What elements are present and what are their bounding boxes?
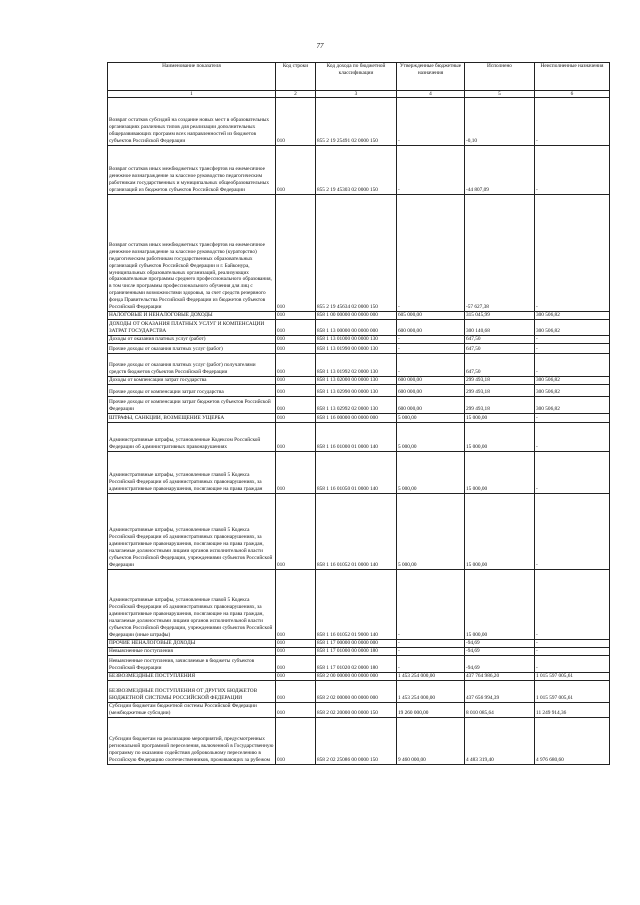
row-line-code: 010 — [276, 569, 316, 639]
row-name: Административные штрафы, установленные главой 5 Кодекса Российской Федерации об административных правонарушениях, за административные правонарушения, посягающие на права граждан, налагаемые должностными лицами органов исполнительной власти субъектов Российской Федерации, учреждениями субъектов Российской Федерации — [108, 493, 276, 569]
row-line-code: 010 — [276, 98, 316, 146]
row-executed: 15 000,00 — [465, 422, 535, 451]
row-line-code: 010 — [276, 413, 316, 422]
row-approved: - — [397, 335, 465, 343]
row-unexecuted: - — [535, 569, 610, 639]
row-approved: 5 000,00 — [397, 422, 465, 451]
table-row — [108, 422, 610, 451]
row-name: НАЛОГОВЫЕ И НЕНАЛОГОВЫЕ ДОХОДЫ — [108, 312, 276, 320]
row-line-code: 010 — [276, 335, 316, 343]
row-name: Доходы от оказания платных услуг (работ) — [108, 335, 276, 343]
row-approved: 605 000,00 — [397, 312, 465, 320]
col-header-name: Наименование показателя — [108, 63, 276, 91]
row-approved: - — [397, 639, 465, 647]
row-line-code: 010 — [276, 647, 316, 655]
income-report-table — [107, 62, 610, 765]
row-name: Субсидии бюджетам бюджетной системы Российской Федерации (межбюджетные субсидии) — [108, 702, 276, 717]
row-name: Административные штрафы, установленные главой 5 Кодекса Российской Федерации об административных правонарушениях, за административные правонарушения, посягающие на права граждан, налагаемые должностными лицами органов исполнительной власти субъектов Российской Федерации, учреждениями субъектов Российской Федерации (иные штрафы) — [108, 569, 276, 639]
row-approved: 1 453 254 000,00 — [397, 672, 465, 680]
row-unexecuted: 1 015 597 005,61 — [535, 680, 610, 702]
row-income-code: 858 1 17 01000 00 0000 180 — [316, 647, 397, 655]
row-approved: 5 000,00 — [397, 493, 465, 569]
row-unexecuted: - — [535, 451, 610, 493]
row-name: Возврат остатков субсидий на создание новых мест в образовательных организациях различных типов для реализации дополнительных общеразвивающих программ всех направленностей из бюджетов субъектов Российской Федерации — [108, 98, 276, 146]
row-name: Административные штрафы, установленные Кодексом Российской Федерации об административных правонарушениях — [108, 422, 276, 451]
row-executed: 437 656 994,39 — [465, 680, 535, 702]
row-income-code: 855 2 19 45634 02 0000 150 — [316, 195, 397, 312]
row-unexecuted: 11 249 914,36 — [535, 702, 610, 717]
row-approved: 5 000,00 — [397, 451, 465, 493]
row-approved: 19 260 000,00 — [397, 702, 465, 717]
row-approved: - — [397, 655, 465, 672]
col-index: 4 — [397, 91, 465, 98]
page-number: 77 — [316, 42, 324, 50]
row-name: Возврат остатков иных межбюджетных трансфертов на ежемесячное денежное вознаграждение за классное руководство (кураторство) педагогическим работникам государственных образовательных организаций субъектов Российской Федерации и г. Байконура, муниципальных образовательных организаций, реализующих образовательные программы среднего профессионального образования, в том числе программы профессионального обучения для лиц с ограниченными возможностями здоровья, за счет средств резервного фонда Правительства Российской Федерации из бюджетов субъектов Российской Федерации — [108, 195, 276, 312]
row-unexecuted: - — [535, 647, 610, 655]
col-index: 2 — [276, 91, 316, 98]
row-name: Возврат остатков иных межбюджетных трансфертов на ежемесячное денежное вознаграждение за классное руководство педагогическим работникам государственных и муниципальных общеобразовательных организаций из бюджетов субъектов Российской Федерации — [108, 146, 276, 195]
row-executed: 300 140,68 — [465, 319, 535, 335]
row-income-code: 858 1 13 01000 00 0000 130 — [316, 335, 397, 343]
row-name: ШТРАФЫ, САНКЦИИ, ВОЗМЕЩЕНИЕ УЩЕРБА — [108, 413, 276, 422]
row-approved: - — [397, 647, 465, 655]
col-index: 3 — [316, 91, 397, 98]
row-approved: 600 000,00 — [397, 376, 465, 384]
row-approved: - — [397, 98, 465, 146]
table-row — [108, 319, 610, 335]
row-approved: 600 000,00 — [397, 319, 465, 335]
table-row — [108, 413, 610, 422]
row-unexecuted: - — [535, 422, 610, 451]
row-income-code: 855 2 19 25491 02 0000 150 — [316, 98, 397, 146]
row-line-code: 010 — [276, 195, 316, 312]
row-name: Прочие доходы от компенсации затрат государства — [108, 384, 276, 396]
table-row — [108, 353, 610, 376]
table-row — [108, 493, 610, 569]
row-income-code: 858 1 00 00000 00 0000 000 — [316, 312, 397, 320]
row-income-code: 858 1 13 00000 00 0000 000 — [316, 319, 397, 335]
table-row — [108, 384, 610, 396]
row-unexecuted: 4 976 680,60 — [535, 717, 610, 764]
table-row — [108, 98, 610, 146]
row-name: Прочие доходы от оказания платных услуг (работ) получателями средств бюджетов субъектов Российской Федерации — [108, 353, 276, 376]
row-executed: -94,69 — [465, 655, 535, 672]
row-line-code: 010 — [276, 639, 316, 647]
row-approved: - — [397, 146, 465, 195]
col-index: 5 — [465, 91, 535, 98]
row-line-code: 010 — [276, 396, 316, 413]
row-line-code: 010 — [276, 702, 316, 717]
row-unexecuted: - — [535, 98, 610, 146]
row-income-code: 858 2 02 25086 00 0000 150 — [316, 717, 397, 764]
row-name: Субсидии бюджетам на реализацию мероприятий, предусмотренных региональной программой переселения, включенной в Государственную программу по оказанию содействия добровольному переселению в Российскую Федерацию соотечественников, проживающих за рубежом — [108, 717, 276, 764]
table-row — [108, 680, 610, 702]
table-row — [108, 376, 610, 384]
row-name: Прочие доходы от компенсации затрат бюджетов субъектов Российской Федерации — [108, 396, 276, 413]
row-executed: -44 807,09 — [465, 146, 535, 195]
table-row — [108, 717, 610, 764]
col-header-unexecuted: Неисполненные назначения — [535, 63, 610, 91]
row-executed: 299 493,18 — [465, 384, 535, 396]
row-income-code: 855 2 19 45303 02 0000 150 — [316, 146, 397, 195]
row-approved: 1 453 254 000,00 — [397, 680, 465, 702]
row-line-code: 010 — [276, 422, 316, 451]
row-unexecuted: 300 506,82 — [535, 376, 610, 384]
row-name: Доходы от компенсации затрат государства — [108, 376, 276, 384]
row-approved: - — [397, 343, 465, 353]
row-line-code: 010 — [276, 655, 316, 672]
row-unexecuted: - — [535, 335, 610, 343]
table-row — [108, 396, 610, 413]
row-approved: 600 000,00 — [397, 384, 465, 396]
row-income-code: 858 1 16 01000 01 0000 140 — [316, 422, 397, 451]
row-name: БЕЗВОЗМЕЗДНЫЕ ПОСТУПЛЕНИЯ — [108, 672, 276, 680]
col-index: 1 — [108, 91, 276, 98]
col-header-line-code: Код строки — [276, 63, 316, 91]
row-unexecuted: - — [535, 639, 610, 647]
table-row — [108, 647, 610, 655]
row-line-code: 010 — [276, 353, 316, 376]
table-row — [108, 195, 610, 312]
row-unexecuted: 300 506,82 — [535, 384, 610, 396]
row-name: Административные штрафы, установленные главой 5 Кодекса Российской Федерации об административных правонарушениях, за административные правонарушения, посягающие на права граждан — [108, 451, 276, 493]
col-header-income-code: Код дохода по бюджетной классификации — [316, 63, 397, 91]
table-row — [108, 639, 610, 647]
row-income-code: 858 2 02 20000 00 0000 150 — [316, 702, 397, 717]
row-approved: 600 000,00 — [397, 396, 465, 413]
row-unexecuted: 300 506,82 — [535, 396, 610, 413]
row-executed: -0,10 — [465, 98, 535, 146]
row-name: Невыясненные поступления, зачисляемые в бюджеты субъектов Российской Федерации — [108, 655, 276, 672]
row-executed: 315 045,99 — [465, 312, 535, 320]
row-line-code: 010 — [276, 146, 316, 195]
row-executed: 647,50 — [465, 343, 535, 353]
col-header-executed: Исполнено — [465, 63, 535, 91]
row-executed: 299 493,18 — [465, 376, 535, 384]
row-executed: 15 000,00 — [465, 493, 535, 569]
table-row — [108, 146, 610, 195]
row-approved: - — [397, 569, 465, 639]
table-row — [108, 702, 610, 717]
row-income-code: 858 1 13 01990 00 0000 130 — [316, 343, 397, 353]
row-line-code: 010 — [276, 376, 316, 384]
col-index: 6 — [535, 91, 610, 98]
row-executed: 15 000,00 — [465, 451, 535, 493]
row-line-code: 010 — [276, 680, 316, 702]
row-name: БЕЗВОЗМЕЗДНЫЕ ПОСТУПЛЕНИЯ ОТ ДРУГИХ БЮДЖЕТОВ БЮДЖЕТНОЙ СИСТЕМЫ РОССИЙСКОЙ ФЕДЕРАЦИИ — [108, 680, 276, 702]
row-unexecuted: - — [535, 493, 610, 569]
table-row — [108, 312, 610, 320]
table-row — [108, 655, 610, 672]
row-income-code: 858 2 02 00000 00 0000 000 — [316, 680, 397, 702]
row-unexecuted: - — [535, 413, 610, 422]
table-row — [108, 672, 610, 680]
row-executed: 4 483 319,40 — [465, 717, 535, 764]
row-line-code: 010 — [276, 717, 316, 764]
row-unexecuted: 1 015 597 005,61 — [535, 672, 610, 680]
row-unexecuted: 300 506,82 — [535, 312, 610, 320]
table-row — [108, 569, 610, 639]
row-executed: 437 764 986,20 — [465, 672, 535, 680]
row-approved: 9 460 000,00 — [397, 717, 465, 764]
row-income-code: 858 1 13 01992 02 0000 130 — [316, 353, 397, 376]
table-row — [108, 343, 610, 353]
row-executed: -94,69 — [465, 639, 535, 647]
table-row — [108, 451, 610, 493]
row-executed: -94,69 — [465, 647, 535, 655]
row-income-code: 858 1 17 00000 00 0000 000 — [316, 639, 397, 647]
row-unexecuted: - — [535, 343, 610, 353]
column-index-row — [108, 91, 610, 98]
row-income-code: 858 2 00 00000 00 0000 000 — [316, 672, 397, 680]
col-header-approved: Утвержденные бюджетные назначения — [397, 63, 465, 91]
row-executed: 299 493,18 — [465, 396, 535, 413]
row-name: Прочие доходы от оказания платных услуг (работ) — [108, 343, 276, 353]
row-line-code: 010 — [276, 312, 316, 320]
row-income-code: 858 1 13 02000 00 0000 130 — [316, 376, 397, 384]
row-executed: 15 000,00 — [465, 569, 535, 639]
row-income-code: 858 1 16 01052 01 0000 140 — [316, 493, 397, 569]
row-unexecuted: - — [535, 353, 610, 376]
row-income-code: 858 1 17 01020 02 0000 180 — [316, 655, 397, 672]
row-line-code: 010 — [276, 384, 316, 396]
row-income-code: 858 1 16 00000 00 0000 000 — [316, 413, 397, 422]
row-approved: 5 000,00 — [397, 413, 465, 422]
row-executed: 15 000,00 — [465, 413, 535, 422]
row-line-code: 010 — [276, 451, 316, 493]
row-line-code: 010 — [276, 672, 316, 680]
row-income-code: 858 1 16 01052 01 9000 140 — [316, 569, 397, 639]
row-line-code: 010 — [276, 343, 316, 353]
row-name: Невыясненные поступления — [108, 647, 276, 655]
row-name: ПРОЧИЕ НЕНАЛОГОВЫЕ ДОХОДЫ — [108, 639, 276, 647]
row-line-code: 010 — [276, 493, 316, 569]
row-executed: 647,50 — [465, 335, 535, 343]
row-executed: 8 010 085,64 — [465, 702, 535, 717]
row-income-code: 858 1 16 01050 01 0000 140 — [316, 451, 397, 493]
row-unexecuted: 300 506,82 — [535, 319, 610, 335]
row-unexecuted: - — [535, 655, 610, 672]
table-row — [108, 335, 610, 343]
row-income-code: 858 1 13 02992 02 0000 130 — [316, 396, 397, 413]
row-income-code: 858 1 13 02990 00 0000 130 — [316, 384, 397, 396]
row-approved: - — [397, 353, 465, 376]
row-unexecuted: - — [535, 195, 610, 312]
row-executed: 647,50 — [465, 353, 535, 376]
row-unexecuted: - — [535, 146, 610, 195]
header-row — [108, 63, 610, 91]
row-name: ДОХОДЫ ОТ ОКАЗАНИЯ ПЛАТНЫХ УСЛУГ И КОМПЕНСАЦИИ ЗАТРАТ ГОСУДАРСТВА — [108, 319, 276, 335]
row-approved: - — [397, 195, 465, 312]
row-line-code: 010 — [276, 319, 316, 335]
row-executed: -57 627,38 — [465, 195, 535, 312]
